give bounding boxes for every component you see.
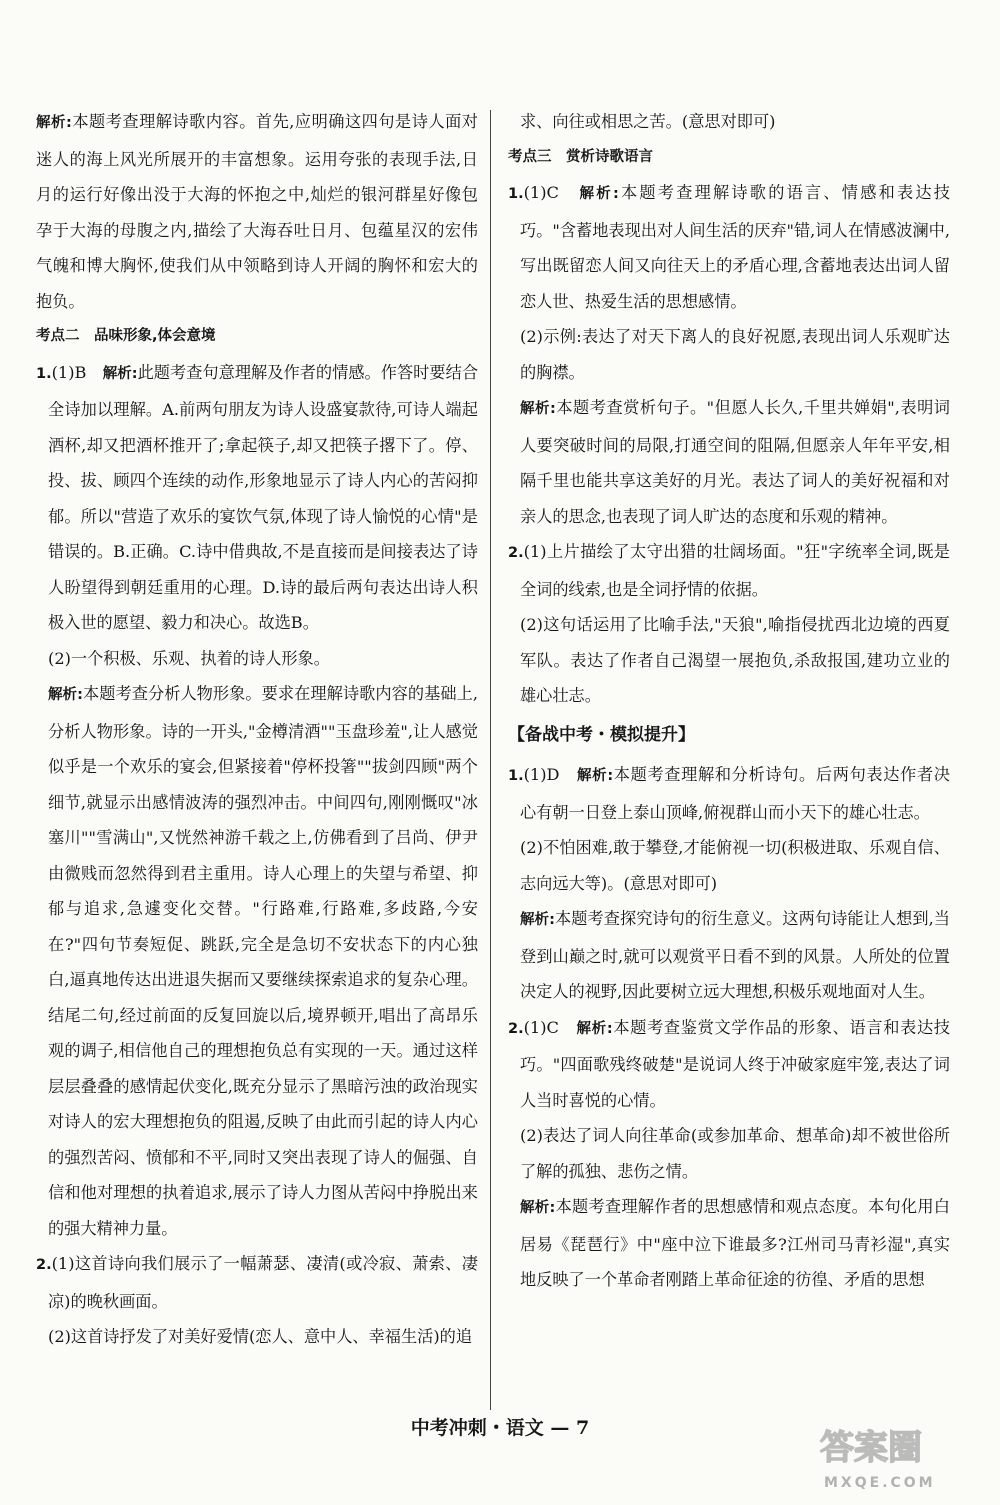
right-question-1-part-1: 1.(1)C 解析:本题考查理解诗歌的语言、情感和表达技巧。"含蓄地表现出对人间生活的厌弃"错,词人在情感波澜中,写出既留恋人间又向往天上的矛盾心理,含蓄地表达出词人留恋人世、热爱生活的思想感情。	[508, 183, 950, 311]
question-2-part-1: 2.(1)这首诗向我们展示了一幅萧瑟、凄清(或冷寂、萧索、凄凉)的晚秋画面。	[36, 1254, 478, 1311]
right-column	[508, 104, 950, 1298]
left-column	[36, 104, 478, 1355]
right-question-2-part-2: (2)这句话运用了比喻手法,"天狼",喻指侵扰西北边境的西夏军队。表达了作者自己渴望一展抱负,杀敌报国,建功立业的雄心壮志。	[520, 615, 950, 705]
question-1-part-2: (2)一个积极、乐观、执着的诗人形象。	[48, 648, 330, 668]
question-1-analysis-2: 解析:本题考查分析人物形象。要求在理解诗歌内容的基础上,分析人物形象。诗的一开头,"金樽清酒""玉盘珍羞",让人感觉似乎是一个欢乐的宴会,但紧接着"停杯投箸""拔剑四顾"两个细节,就显示出感情波涛的强烈冲击。中间四句,刚刚慨叹"冰塞川""雪满山",又恍然神游千载之上,仿佛看到了吕尚、伊尹由微贱而忽然得到君主重用。诗人心理上的失望与希望、抑郁与追求,急遽变化交替。"行路难,行路难,多歧路,今安在?"四句节奏短促、跳跃,完全是急切不安状态下的内心独白,逼真地传达出进退失据而又要继续探索追求的复杂心理。结尾二句,经过前面的反复回旋以后,境界顿开,唱出了高昂乐观的调子,相信他自己的理想抱负总有实现的一天。通过这样层层叠叠的感情起伏变化,既充分显示了黑暗污浊的政治现实对诗人的宏大理想抱负的阻遏,反映了由此而引起的诗人内心的强烈苦闷、愤郁和不平,同时又突出表现了诗人的倔强、自信和他对理想的执着追求,展示了诗人力图从苦闷中挣脱出来的强大精神力量。	[48, 684, 478, 1238]
watermark-logo-icon	[814, 1419, 982, 1495]
watermark-logo	[814, 1419, 982, 1495]
right-question-1-part-2: (2)示例:表达了对天下离人的良好祝愿,表现出词人乐观旷达的胸襟。	[520, 327, 950, 382]
question-2-continuation: 求、向往或相思之苦。(意思对即可)	[520, 112, 776, 131]
right-question-1-analysis-2: 解析:本题考查赏析句子。"但愿人长久,千里共婵娟",表明词人要突破时间的局限,打通空间的阻隔,但愿亲人年年平安,相隔千里也能共享这美好的月光。表达了词人的美好祝福和对亲人的思念,也表现了词人旷达的态度和乐观的精神。	[520, 398, 950, 526]
section-head-kaodian-2: 考点二 品味形象,体会意境	[36, 328, 216, 344]
page-footer: 中考冲刺・语文 — 7	[410, 1417, 590, 1439]
watermark-url: MXQE.COM	[824, 1475, 936, 1491]
mock-question-2-part-2: (2)表达了词人向往革命(或参加革命、想革命)却不被世俗所了解的孤独、悲伤之情。	[520, 1126, 950, 1181]
question-1-part-1: 1.(1)B 解析:此题考查句意理解及作者的情感。作答时要结合全诗加以理解。A.前两句朋友为诗人设盛宴款待,可诗人端起酒杯,却又把酒杯推开了;拿起筷子,却又把筷子撂下了。停、投、拔、顾四个连续的动作,形象地显示了诗人内心的苦闷抑郁。所以"营造了欢乐的宴饮气氛,体现了诗人愉悦的心情"是错误的。B.正确。C.诗中借典故,不是直接而是间接表达了诗人盼望得到朝廷重用的心理。D.诗的最后两句表达出诗人积极入世的愿望、毅力和决心。故选B。	[36, 362, 479, 632]
mock-question-2-part-1: 2.(1)C 解析:本题考查鉴赏文学作品的形象、语言和表达技巧。"四面歌残终破楚"是说词人终于冲破家庭牢笼,表达了词人当时喜悦的心情。	[508, 1017, 950, 1110]
section-head-mock: 【备战中考・模拟提升】	[508, 724, 695, 745]
mock-question-1-part-2: (2)不怕困难,敢于攀登,才能俯视一切(积极进取、乐观自信、志向远大等)。(意思对即可)	[520, 838, 950, 893]
watermark-logo-text: 答案圈	[820, 1428, 922, 1468]
question-2-part-2: (2)这首诗抒发了对美好爱情(恋人、意中人、幸福生活)的追	[48, 1327, 473, 1346]
column-divider	[490, 110, 491, 1410]
section-head-kaodian-3: 考点三 赏析诗歌语言	[508, 148, 653, 165]
left-analysis-1: 解析:本题考查理解诗歌内容。首先,应明确这四句是诗人面对迷人的海上风光所展开的丰富想象。运用夸张的表现手法,日月的运行好像出没于大海的怀抱之中,灿烂的银河群星好像包孕于大海的母腹之内,描绘了大海吞吐日月、包蕴星汉的宏伟气魄和博大胸怀,使我们从中领略到诗人开阔的胸怀和宏大的抱负。	[36, 112, 478, 311]
mock-question-2-analysis-2: 解析:本题考查理解作者的思想感情和观点态度。本句化用白居易《琵琶行》中"座中泣下谁最多?江州司马青衫湿",真实地反映了一个革命者刚踏上革命征途的彷徨、矛盾的思想	[520, 1197, 950, 1289]
mock-question-1-analysis-2: 解析:本题考查探究诗句的衍生意义。这两句诗能让人想到,当登到山巅之时,就可以观赏平日看不到的风景。人所处的位置决定人的视野,因此要树立远大理想,积极乐观地面对人生。	[520, 909, 950, 1001]
mock-question-1-part-1: 1.(1)D 解析:本题考查理解和分析诗句。后两句表达作者决心有朝一日登上泰山顶峰,俯视群山而小天下的雄心壮志。	[508, 765, 950, 822]
right-question-2-part-1: 2.(1)上片描绘了太守出猎的壮阔场面。"狂"字统率全词,既是全词的线索,也是全词抒情的依据。	[508, 542, 950, 599]
